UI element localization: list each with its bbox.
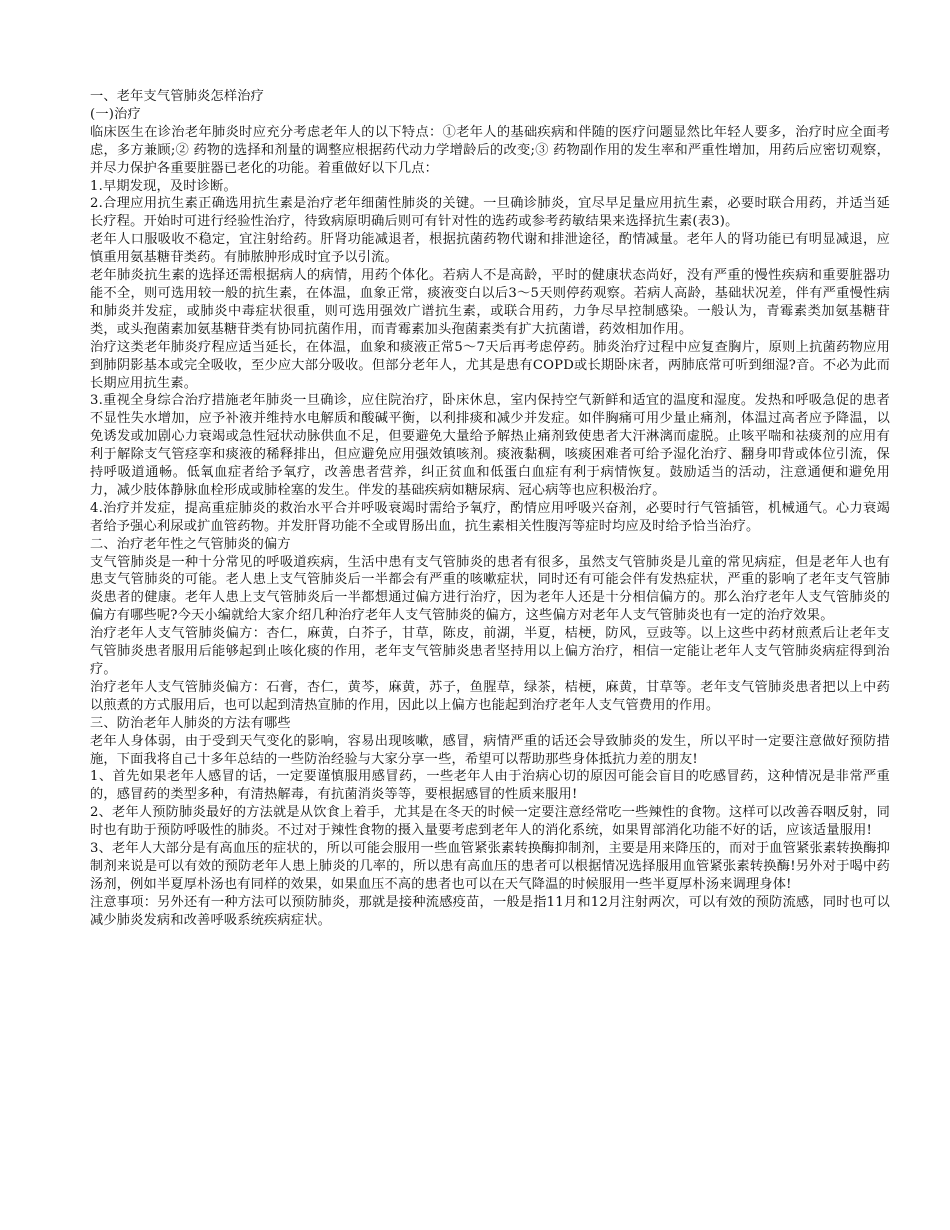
paragraph: 老年人口服吸收不稳定，宜注射给药。肝肾功能减退者，根据抗菌药物代谢和排泄途径，酌情减量。老年人的肾功能已有明显减退，应慎重用氨基糖苷类药。有肺脓肿形成时宜予以引流。 (90, 232, 890, 266)
paragraph: 临床医生在诊治老年肺炎时应充分考虑老年人的以下特点：①老年人的基础疾病和伴随的医疗问题显然比年轻人要多，治疗时应全面考虑，多方兼顾;② 药物的选择和剂量的调整应根据药代动力学增龄后的改变;③ 药物副作用的发生率和严重性增加，用药后应密切观察，并尽力保护各重要脏器已老化的功能。着重做好以下几点： (90, 124, 890, 176)
paragraph: 3、老年人大部分是有高血压的症状的，所以可能会服用一些血管紧张素转换酶抑制剂，主要是用来降压的，而对于血管紧张素转换酶抑制剂来说是可以有效的预防老年人患上肺炎的几率的，所以患有高血压的患者可以根据情况选择服用血管紧张素转换酶!另外对于喝中药汤剂，例如半夏厚朴汤也有同样的效果，如果血压不高的患者也可以在天气降温的时候服用一些半夏厚朴汤来调理身体! (90, 841, 890, 892)
paragraph: 1.早期发现，及时诊断。 (90, 178, 237, 194)
paragraph: 治疗这类老年肺炎疗程应适当延长，在体温，血象和痰液正常5～7天后再考虑停药。肺炎治疗过程中应复查胸片，原则上抗菌药物应用到肺阴影基本或完全吸收，至少应大部分吸收。但部分老年人，尤其是患有COPD或长期卧床者，两肺底常可听到细湿?音。不必为此而长期应用抗生素。 (90, 339, 890, 391)
paragraph: 治疗老年人支气管肺炎偏方：杏仁，麻黄，白芥子，甘草，陈皮，前湖，半夏，桔梗，防风，豆豉等。以上这些中药材煎煮后让老年支气管肺炎患者服用后能够起到止咳化痰的作用，老年支气管肺炎患者坚持用以上偏方治疗，相信一定能让老年人支气管肺炎病症得到治疗。 (90, 626, 890, 677)
paragraph: 老年肺炎抗生素的选择还需根据病人的病情，用药个体化。若病人不是高龄，平时的健康状态尚好，没有严重的慢性疾病和重要脏器功能不全，则可选用较一般的抗生素，在体温，血象正常，痰液变白以后3～5天则停药观察。若病人高龄，基础状况差，伴有严重慢性病和肺炎并发症，或肺炎中毒症状很重，则可选用强效广谱抗生素，或联合用药，力争尽早控制感染。一般认为，青霉素类加氨基糖苷类，或头孢菌素加氨基糖苷类有协同抗菌作用，而青霉素加头孢菌素类有扩大抗菌谱，药效相加作用。 (90, 268, 890, 337)
paragraph-notes: 注意事项：另外还有一种方法可以预防肺炎，那就是接种流感疫苗，一般是指11月和12月注射两次，可以有效的预防流感，同时也可以减少肺炎发病和改善呼吸系统疾病症状。 (90, 894, 890, 928)
paragraph: 支气管肺炎是一种十分常见的呼吸道疾病，生活中患有支气管肺炎的患者有很多，虽然支气管肺炎是儿童的常见病症，但是老年人也有患支气管肺炎的可能。老人患上支气管肺炎后一半都会有严重的咳嗽症状，同时还有可能会伴有发热症状，严重的影响了老年支气管肺炎患者的健康。老年人患上支气管肺炎后一半都想通过偏方进行治疗，因为老年人还是十分相信偏方的。那么治疗老年人支气管肺炎的偏方有哪些呢?今天小编就给大家介绍几种治疗老年人支气管肺炎的偏方，这些偏方对老年人支气管肺炎也有一定的治疗效果。 (90, 554, 890, 624)
paragraph: 1、首先如果老年人感冒的话，一定要谨慎服用感冒药，一些老年人由于治病心切的原因可能会盲目的吃感冒药，这种情况是非常严重的，感冒药的类型多种，有清热解毒，有抗菌消炎等等，要根据感冒的性质来服用! (90, 769, 890, 803)
paragraph: 3.重视全身综合治疗措施老年肺炎一旦确诊，应住院治疗，卧床休息，室内保持空气新鲜和适宜的温度和湿度。发热和呼吸急促的患者不显性失水增加，应予补液并维持水电解质和酸碱平衡，以利排痰和减少并发症。如伴胸痛可用少量止痛剂，体温过高者应予降温，以免诱发或加剧心力衰竭或急性冠状动脉供血不足，但要避免大量给予解热止痛剂致使患者大汗淋漓而虚脱。止咳平喘和祛痰剂的应用有利于解除支气管痉挛和痰液的稀释排出，但应避免应用强效镇咳剂。痰液黏稠，咳痰困难者可给予湿化治疗、翻身叩背或体位引流，保持呼吸道通畅。低氧血症者给予氧疗，改善患者营养，纠正贫血和低蛋白血症有利于病情恢复。鼓励适当的活动，注意通便和避免用力，减少肢体静脉血栓形成或肺栓塞的发生。伴发的基础疾病如糖尿病、冠心病等也应积极治疗。 (90, 393, 890, 498)
section-heading-3: 三、防治老年人肺炎的方法有哪些 (90, 715, 291, 731)
subsection-heading-treatment: (一)治疗 (90, 106, 141, 122)
paragraph: 老年人身体弱，由于受到天气变化的影响，容易出现咳嗽，感冒，病情严重的话还会导致肺炎的发生，所以平时一定要注意做好预防措施，下面我将自己十多年总结的一些防治经验与大家分享一些，希望可以帮助那些身体抵抗力差的朋友! (90, 733, 890, 767)
section-heading-2: 二、治疗老年性之气管肺炎的偏方 (90, 536, 291, 552)
section-heading-1: 一、老年支气管肺炎怎样治疗 (90, 89, 265, 104)
paragraph: 治疗老年人支气管肺炎偏方：石膏，杏仁，黄芩，麻黄，苏子，鱼腥草，绿茶，桔梗，麻黄，甘草等。老年支气管肺炎患者把以上中药以煎煮的方式服用后，也可以起到清热宣肺的作用，因此以上偏方也能起到治疗老年人支气管费用的作用。 (90, 679, 890, 713)
paragraph: 2.合理应用抗生素正确选用抗生素是治疗老年细菌性肺炎的关键。一旦确诊肺炎，宜尽早足量应用抗生素，必要时联合用药，并适当延长疗程。开始时可进行经验性治疗，待致病原明确后则可有针对性的选药或参考药敏结果来选择抗生素(表3)。 (90, 196, 890, 230)
paragraph: 4.治疗并发症，提高重症肺炎的救治水平合并呼吸衰竭时需给予氧疗，酌情应用呼吸兴奋剂，必要时行气管插管，机械通气。心力衰竭者给予强心利尿或扩血管药物。并发肝肾功能不全或胃肠出血，抗生素相关性腹泻等症时均应及时给予恰当治疗。 (90, 500, 890, 534)
paragraph: 2、老年人预防肺炎最好的方法就是从饮食上着手，尤其是在冬天的时候一定要注意经常吃一些辣性的食物。这样可以改善吞咽反射，同时也有助于预防呼吸性的肺炎。不过对于辣性食物的摄入量要考虑到老年人的消化系统，如果胃部消化功能不好的话，应该适量服用! (90, 805, 890, 839)
